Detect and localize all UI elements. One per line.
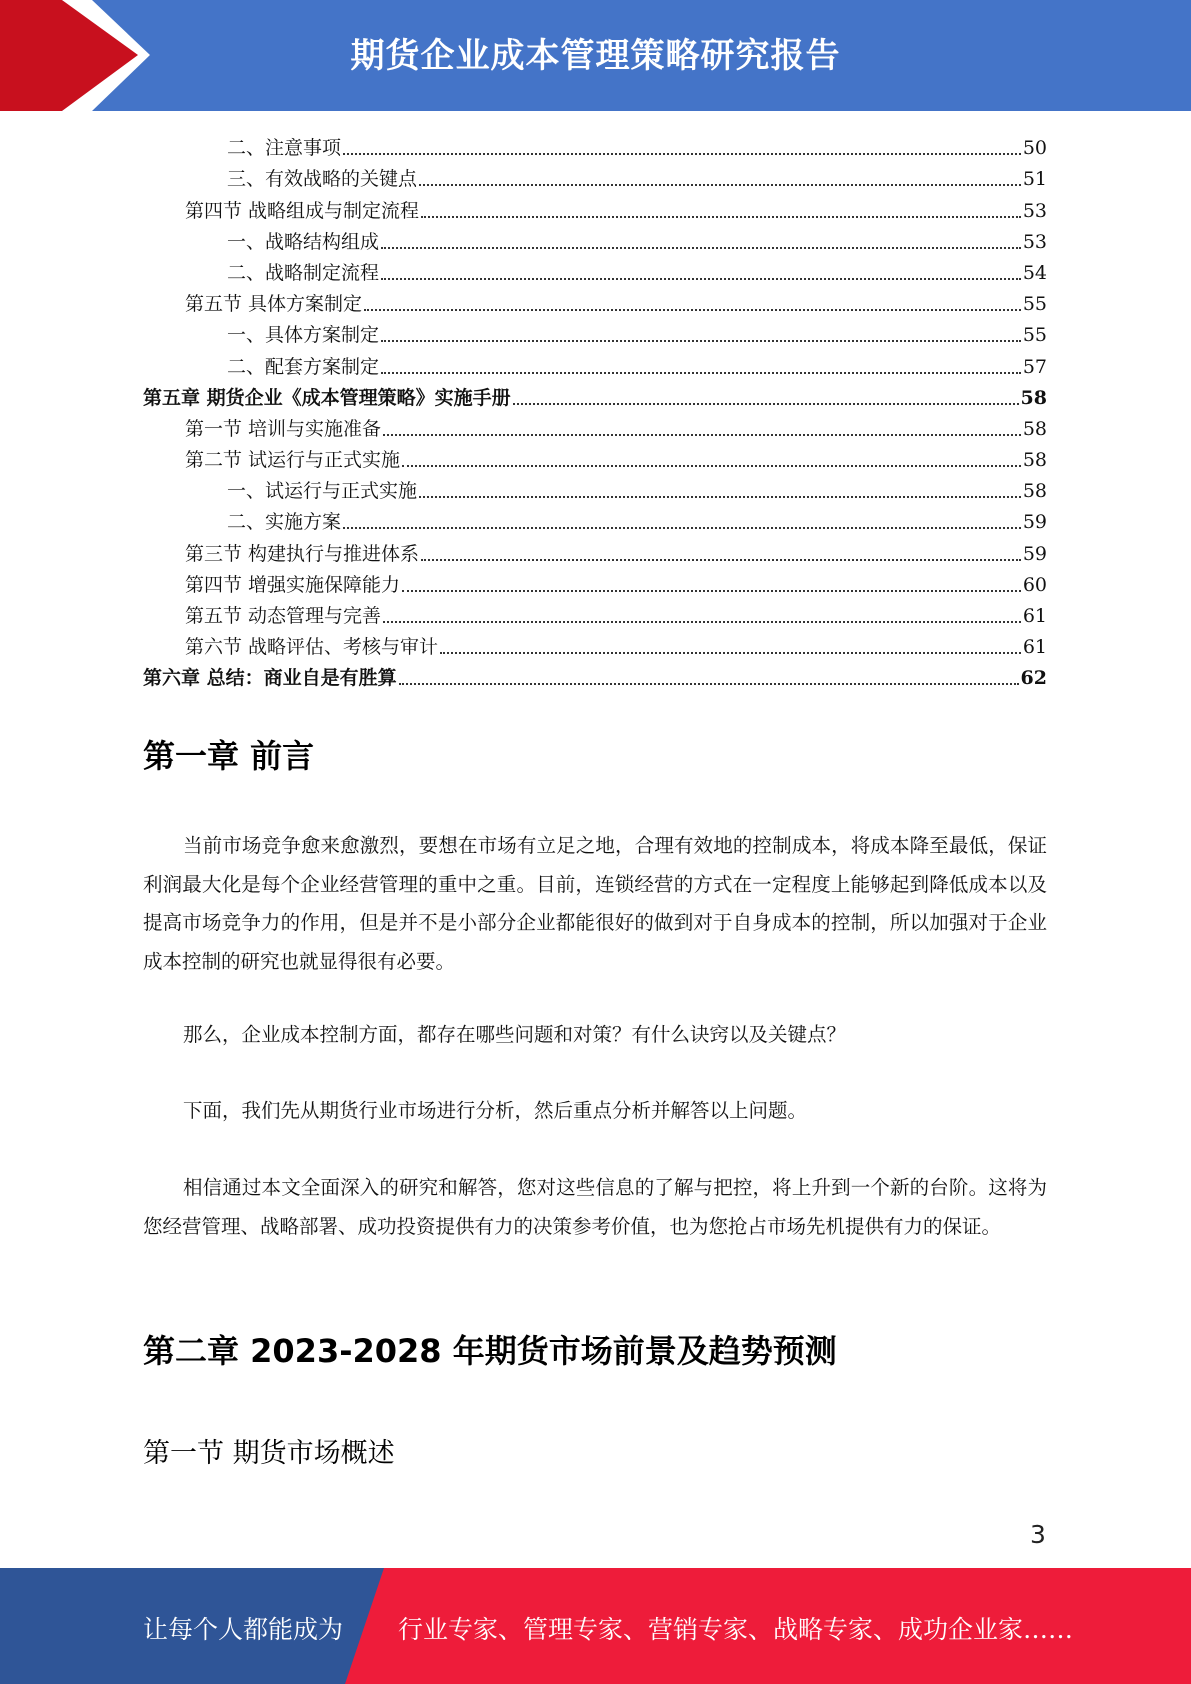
toc-entry-title: 二、实施方案 — [227, 511, 342, 534]
toc-entry[interactable] — [143, 628, 1047, 659]
toc-leader-dots — [399, 683, 1019, 685]
toc-leader-dots — [383, 621, 1021, 623]
toc-entry-page: 54 — [1022, 261, 1047, 284]
toc-entry-title: 第五节 动态管理与完善 — [185, 605, 382, 627]
toc-leader-dots — [381, 247, 1021, 249]
toc-entry[interactable] — [143, 285, 1047, 316]
footer-slogan-right: 行业专家、管理专家、营销专家、战略专家、成功企业家…… — [398, 1615, 1074, 1644]
toc-entry-title: 第三节 构建执行与推进体系 — [185, 542, 420, 565]
footer-slogan-left: 让每个人都能成为 — [143, 1615, 344, 1644]
chapter-2-heading: 第二章 2023-2028 年期货市场前景及趋势预测 — [143, 1332, 837, 1370]
page-footer — [0, 1568, 1191, 1684]
toc-entry-page: 50 — [1022, 137, 1047, 160]
page-header — [0, 0, 1191, 111]
toc-leader-dots — [381, 340, 1021, 342]
toc-entry-page: 58 — [1022, 449, 1047, 472]
toc-entry-page: 53 — [1022, 230, 1047, 253]
toc-entry-title: 第五章 期货企业《成本管理策略》实施手册 — [143, 386, 511, 409]
toc-entry-page: 53 — [1022, 199, 1047, 222]
toc-entry-title: 二、注意事项 — [227, 137, 342, 160]
toc-entry-page: 58 — [1022, 417, 1047, 440]
toc-entry[interactable] — [143, 129, 1047, 160]
toc-entry[interactable] — [143, 410, 1047, 441]
toc-entry-title: 二、战略制定流程 — [227, 261, 380, 284]
toc-entry-title: 一、战略结构组成 — [227, 230, 380, 253]
toc-entry-title: 第六章 总结：商业自是有胜算 — [143, 667, 397, 690]
toc-entry[interactable] — [143, 160, 1047, 191]
toc-entry[interactable] — [143, 659, 1047, 690]
toc-leader-dots — [381, 278, 1021, 280]
toc-entry-page: 61 — [1022, 636, 1047, 659]
report-title: 期货企业成本管理策略研究报告 — [350, 36, 841, 76]
toc-leader-dots — [421, 559, 1021, 561]
toc-entry-page: 55 — [1022, 293, 1047, 316]
toc-entry[interactable] — [143, 254, 1047, 285]
page-number: 3 — [1030, 1520, 1046, 1549]
toc-entry-page: 57 — [1022, 355, 1047, 378]
toc-leader-dots — [381, 372, 1021, 374]
toc-entry-title: 一、试运行与正式实施 — [227, 480, 418, 503]
toc-leader-dots — [343, 527, 1021, 529]
toc-entry-title: 三、有效战略的关键点 — [227, 168, 418, 191]
toc-entry[interactable] — [143, 191, 1047, 222]
toc-leader-dots — [402, 465, 1021, 467]
toc-entry-page: 51 — [1022, 168, 1047, 191]
toc-entry[interactable] — [143, 347, 1047, 378]
toc-entry-page: 62 — [1020, 667, 1047, 690]
toc-leader-dots — [383, 434, 1021, 436]
paragraph-question: 那么，企业成本控制方面，都存在哪些问题和对策？有什么诀窍以及关键点？ — [183, 1023, 847, 1046]
toc-entry-page: 59 — [1022, 542, 1047, 565]
paragraph-intro: 当前市场竞争愈来愈激烈，要想在市场有立足之地，合理有效地的控制成本，将成本降至最低，保证利润最大化是每个企业经营管理的重中之重。目前，连锁经营的方式在一定程度上能够起到降低成本以及提高市场竞争力的作用，但是并不是小部分企业都能很好的做到对于自身成本的控制，所以加强对于企业成本控制的研究也就显得很有必要。 — [143, 834, 1047, 973]
toc-entry-page: 59 — [1022, 511, 1047, 534]
toc-entry-title: 二、配套方案制定 — [227, 355, 380, 378]
toc-entry-title: 第六节 战略评估、考核与审计 — [185, 636, 439, 659]
paragraph-analysis: 下面，我们先从期货行业市场进行分析，然后重点分析并解答以上问题。 — [183, 1099, 808, 1122]
toc-leader-dots — [513, 403, 1019, 405]
toc-entry-title: 第一节 培训与实施准备 — [185, 417, 382, 440]
toc-leader-dots — [343, 153, 1021, 155]
toc-entry-page: 58 — [1022, 480, 1047, 503]
toc-entry-title: 第五节 具体方案制定 — [185, 293, 363, 316]
toc-entry[interactable] — [143, 316, 1047, 347]
paragraph-conclusion: 相信通过本文全面深入的研究和解答，您对这些信息的了解与把控，将上升到一个新的台阶。这将为您经营管理、战略部署、成功投资提供有力的决策参考价值，也为您抢占市场先机提供有力的保证。 — [143, 1176, 1047, 1238]
toc-entry-title: 第二节 试运行与正式实施 — [185, 449, 401, 472]
toc-leader-dots — [419, 496, 1021, 498]
toc-entry-title: 一、具体方案制定 — [227, 324, 380, 347]
toc-entry[interactable] — [143, 503, 1047, 534]
toc-entry-title: 第四节 战略组成与制定流程 — [185, 199, 420, 222]
toc-entry[interactable] — [143, 379, 1047, 410]
toc-entry-page: 58 — [1020, 386, 1047, 409]
toc-entry[interactable] — [143, 597, 1047, 628]
toc-leader-dots — [421, 216, 1021, 218]
toc-entry[interactable] — [143, 441, 1047, 472]
section-1-heading: 第一节 期货市场概述 — [143, 1438, 395, 1469]
toc-entry[interactable] — [143, 472, 1047, 503]
toc-entry[interactable] — [143, 223, 1047, 254]
chapter-1-heading: 第一章 前言 — [143, 737, 315, 775]
toc-leader-dots — [419, 184, 1021, 186]
table-of-contents — [143, 129, 1047, 690]
toc-entry[interactable] — [143, 566, 1047, 597]
toc-entry-page: 61 — [1022, 605, 1047, 627]
toc-leader-dots — [440, 652, 1021, 654]
toc-entry[interactable] — [143, 534, 1047, 565]
toc-entry-title: 第四节 增强实施保障能力 — [185, 573, 401, 596]
toc-entry-page: 60 — [1022, 573, 1047, 596]
toc-leader-dots — [364, 309, 1021, 311]
toc-entry-page: 55 — [1022, 324, 1047, 347]
toc-leader-dots — [402, 590, 1021, 592]
